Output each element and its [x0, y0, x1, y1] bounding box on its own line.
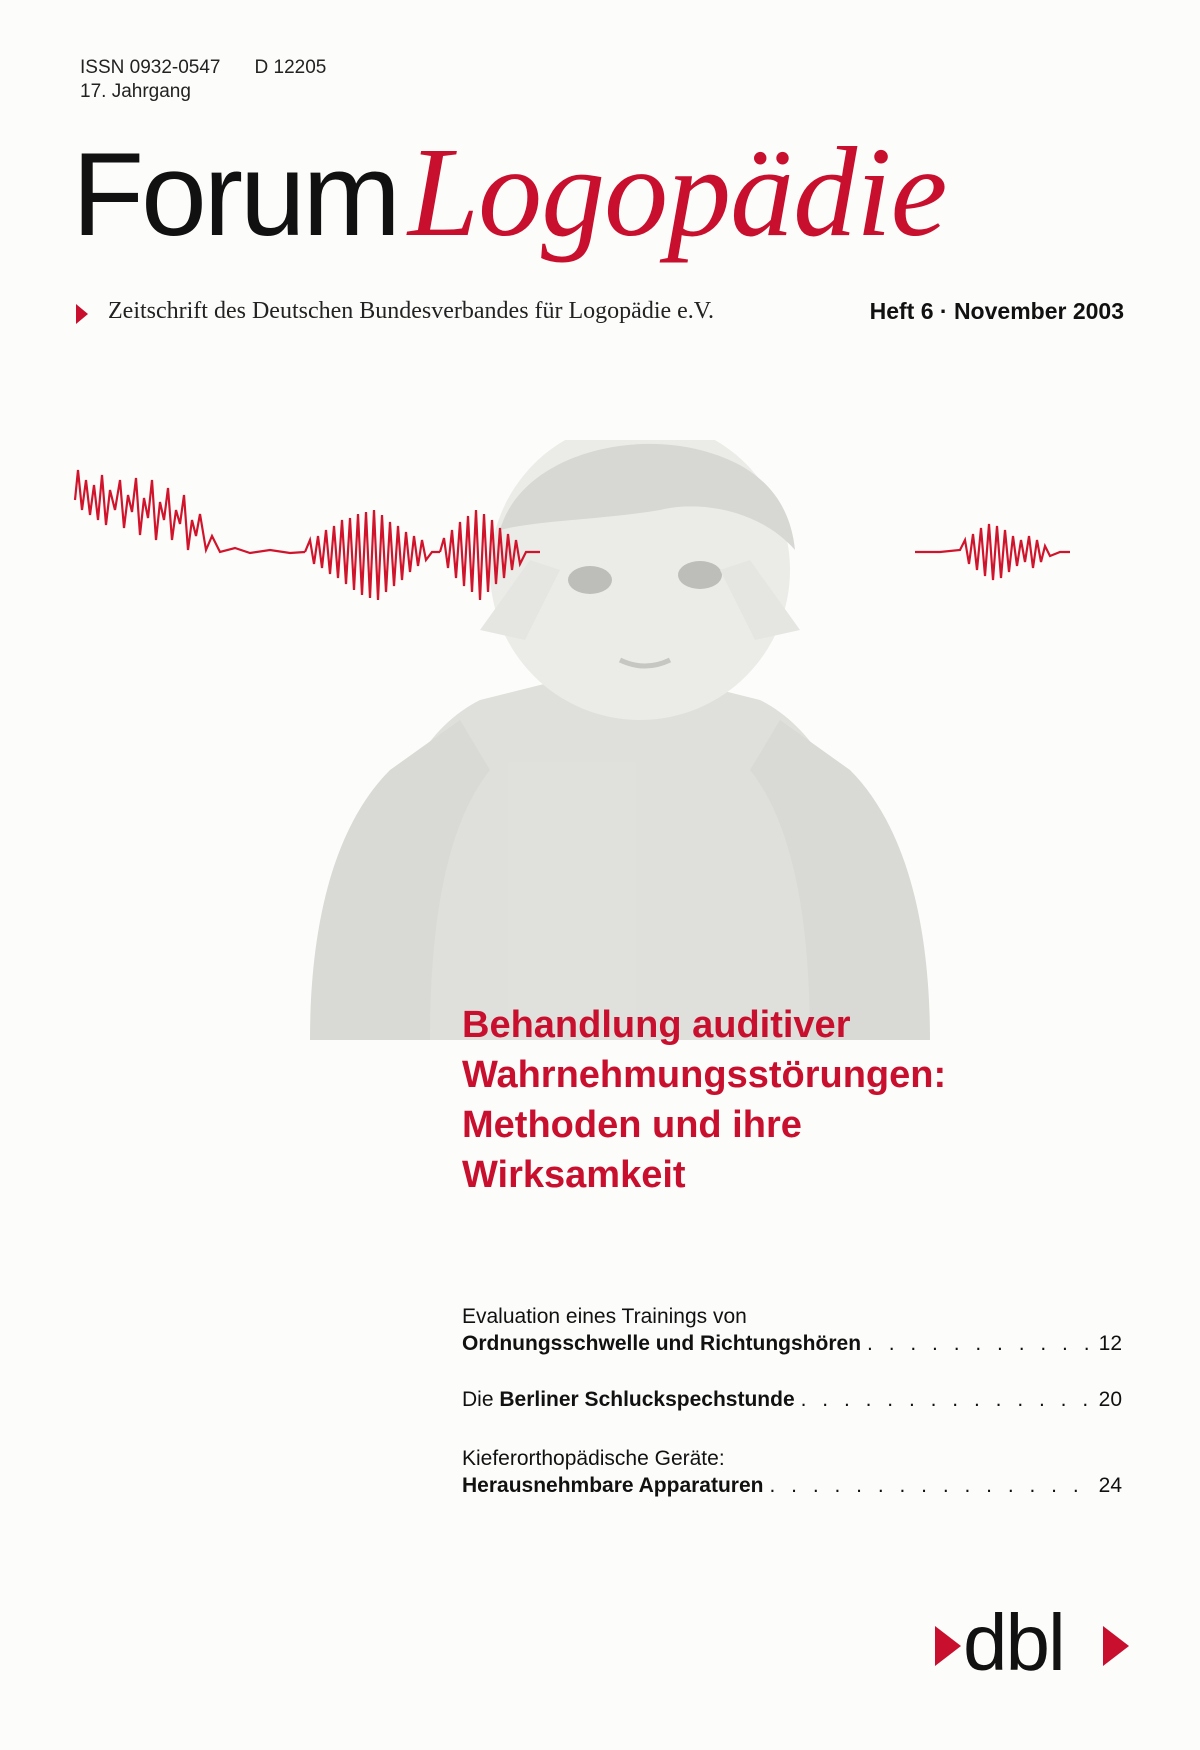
toc-title: Berliner Schluckspechstunde [499, 1388, 795, 1411]
cover-illustration [60, 440, 1140, 1040]
toc-page-number: 24 [1098, 1474, 1122, 1497]
toc-leader-dots [769, 1474, 1092, 1498]
issue-label: Heft 6 · November 2003 [869, 298, 1124, 324]
toc-leader-dots [801, 1388, 1092, 1412]
triangle-right-icon [76, 304, 88, 324]
issn: ISSN 0932-0547 [80, 57, 221, 78]
subtitle-bar [76, 298, 1124, 330]
issue-metadata [80, 56, 326, 104]
subtitle: Zeitschrift des Deutschen Bundesverbandes für Logopädie e.V. [108, 298, 715, 324]
toc-entry[interactable] [462, 1388, 1122, 1412]
toc-entry[interactable] [462, 1302, 1122, 1356]
masthead-logopaedie: Logopädie [407, 121, 947, 263]
volume: 17. Jahrgang [80, 81, 191, 102]
table-of-contents [462, 1302, 1122, 1530]
headline-line: Behandlung auditiver [462, 1004, 851, 1046]
masthead-forum: Forum [72, 129, 398, 261]
logo-triangle-left-icon [935, 1626, 961, 1666]
toc-leader-dots [867, 1332, 1092, 1356]
sound-wave-left [75, 470, 540, 600]
toc-entry[interactable] [462, 1444, 1122, 1498]
dbl-logo [935, 1604, 1130, 1684]
child-figure [310, 440, 930, 1040]
sound-wave-right [915, 524, 1070, 580]
headline-line: Wahrnehmungsstörungen: [462, 1054, 947, 1096]
toc-title: Herausnehmbare Apparaturen [462, 1474, 764, 1497]
logo-triangle-right-icon [1103, 1626, 1129, 1666]
masthead [72, 121, 947, 263]
toc-page-number: 12 [1098, 1332, 1122, 1355]
toc-page-number: 20 [1098, 1388, 1122, 1411]
toc-prefix: Die [462, 1388, 500, 1411]
logo-text: dbl [963, 1604, 1064, 1684]
headline-line: Methoden und ihre [462, 1104, 802, 1146]
toc-title: Ordnungsschwelle und Richtungshören [462, 1332, 862, 1355]
toc-lead: Evaluation eines Trainings von [462, 1305, 747, 1328]
toc-lead: Kieferorthopädische Geräte: [462, 1447, 725, 1470]
cover-headline [462, 1000, 1162, 1200]
postal-code: D 12205 [254, 57, 327, 78]
headline-line: Wirksamkeit [462, 1154, 686, 1196]
